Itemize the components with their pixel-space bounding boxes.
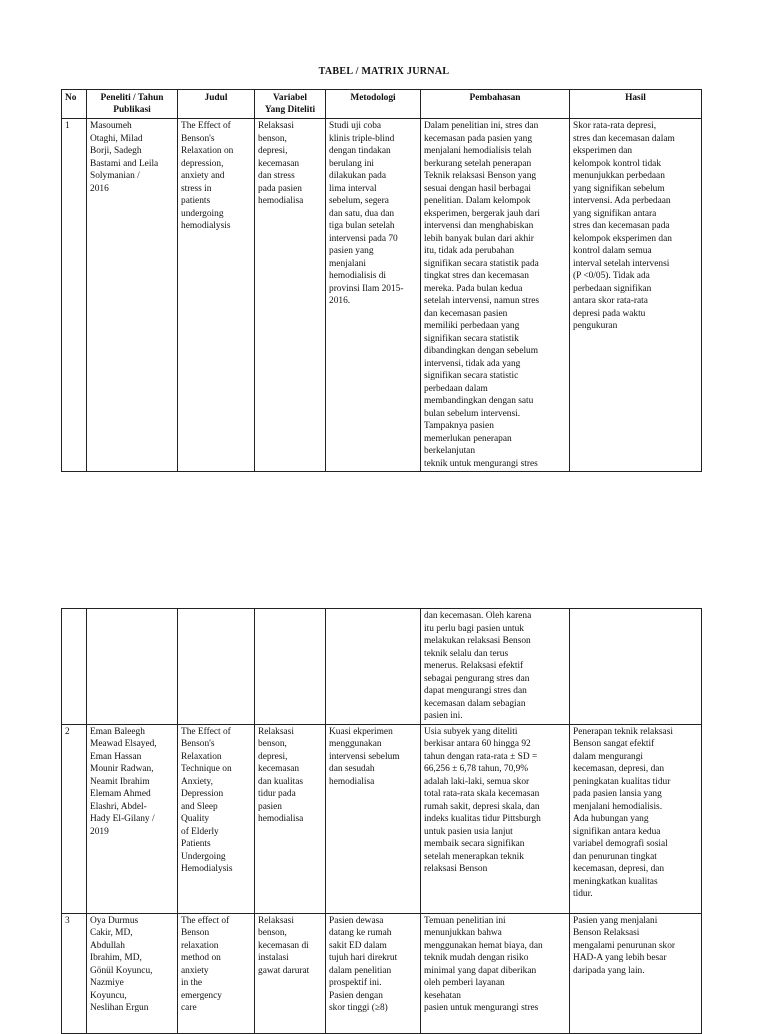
table-row: [62, 119, 702, 472]
table-row: [62, 724, 702, 913]
cell-judul: The Effect of Benson's Relaxation on depression, anxiety and stress in patients undergoing hemodialysis: [178, 119, 255, 472]
header-metodologi: Metodologi: [326, 90, 421, 119]
cell-pembahasan: Dalam penelitian ini, stres dan kecemasan pada pasien yang menjalani hemodialisis telah berkurang setelah penerapan Teknik relaksasi Benson yang sesuai dengan hasil berbagai penelitian. Dalam kelompok eksperimen, bergerak jauh dari intervensi dan menghabiskan lebih banyak bulan dari akhir itu, tidak ada perubahan signifikan secara statistik pada tingkat stres dan kecemasan mereka. Pada bulan kedua setelah intervensi, namun stres dan kecemasan pasien memiliki perbedaan yang signifikan secara statistik dibandingkan dengan sebelum intervensi, tidak ada yang signifikan secara statistic perbedaan dalam membandingkan dengan satu bulan sebelum intervensi. Tampaknya pasien memerlukan penerapan berkelanjutan teknik untuk mengurangi stres: [421, 119, 570, 472]
header-hasil: Hasil: [570, 90, 702, 119]
cell-metodologi: Kuasi ekperimen menggunakan intervensi sebelum dan sesudah hemodialisa: [326, 724, 421, 913]
document-title: TABEL / MATRIX JURNAL: [318, 66, 450, 77]
table-header-row: [62, 90, 702, 119]
cell-empty: [570, 609, 702, 725]
cell-variabel: Relaksasi benson, kecemasan di instalasi gawat darurat: [255, 913, 326, 1033]
cell-no: 2: [62, 724, 87, 913]
header-variabel: Variabel Yang Diteliti: [255, 90, 326, 119]
header-peneliti: Peneliti / Tahun Publikasi: [87, 90, 178, 119]
header-no: No: [62, 90, 87, 119]
cell-judul: The Effect of Benson's Relaxation Technique on Anxiety, Depression and Sleep Quality of Elderly Patients Undergoing Hemodialysis: [178, 724, 255, 913]
table-row-continued: [62, 609, 702, 725]
header-pembahasan: Pembahasan: [421, 90, 570, 119]
cell-empty: [87, 609, 178, 725]
cell-empty: [178, 609, 255, 725]
matrix-table-top: [61, 89, 702, 472]
cell-empty: [62, 609, 87, 725]
cell-metodologi: Pasien dewasa datang ke rumah sakit ED dalam tujuh hari direkrut dalam penelitian prospektif ini. Pasien dengan skor tinggi (≥8): [326, 913, 421, 1033]
cell-hasil: Pasien yang menjalani Benson Relaksasi mengalami penurunan skor HAD-A yang lebih besar daripada yang lain.: [570, 913, 702, 1033]
cell-no: 1: [62, 119, 87, 472]
cell-pembahasan-continued: dan kecemasan. Oleh karena itu perlu bagi pasien untuk melakukan relaksasi Benson teknik selalu dan terus menerus. Relaksasi efektif sebagai pengurang stres dan dapat mengurangi stres dan kecemasan dalam sebagian pasien ini.: [421, 609, 570, 725]
cell-empty: [326, 609, 421, 725]
matrix-table-continued: [61, 608, 702, 1034]
cell-hasil: Skor rata-rata depresi, stres dan kecemasan dalam eksperimen dan kelompok kontrol tidak menunjukkan perbedaan yang signifikan sebelum intervensi. Ada perbedaan yang signifikan antara stres dan kecemasan pada kelompok eksperimen dan kontrol dalam semua interval setelah intervensi (P <0/05). Tidak ada perbedaan signifikan antara skor rata-rata depresi pada waktu pengukuran: [570, 119, 702, 472]
cell-peneliti: Masoumeh Otaghi, Milad Borji, Sadegh Bastami and Leila Solymanian / 2016: [87, 119, 178, 472]
cell-variabel: Relaksasi benson, depresi, kecemasan dan stress pada pasien hemodialisa: [255, 119, 326, 472]
cell-hasil: Penerapan teknik relaksasi Benson sangat efektif dalam mengurangi kecemasan, depresi, dan peningkatan kualitas tidur pada pasien lansia yang menjalani hemodialisis. Ada hubungan yang signifikan antara kedua variabel demografi sosial dan penurunan tingkat kecemasan, depresi, dan meningkatkan kualitas tidur.: [570, 724, 702, 913]
cell-peneliti: Oya Durmus Cakir, MD, Abdullah Ibrahim, MD, Gönül Koyuncu, Nazmiye Koyuncu, Neslihan Ergun: [87, 913, 178, 1033]
cell-no: 3: [62, 913, 87, 1033]
table-row: [62, 913, 702, 1033]
header-judul: Judul: [178, 90, 255, 119]
cell-pembahasan: Usia subyek yang diteliti berkisar antara 60 hingga 92 tahun dengan rata-rata ± SD = 66,256 ± 6,78 tahun, 70,9% adalah laki-laki, semua skor total rata-rata skala kecemasan rumah sakit, depresi skala, dan indeks kualitas tidur Pittsburgh untuk pasien usia lanjut membaik secara signifikan setelah menerapkan teknik relaksasi Benson: [421, 724, 570, 913]
cell-judul: The effect of Benson relaxation method on anxiety in the emergency care: [178, 913, 255, 1033]
cell-empty: [255, 609, 326, 725]
cell-variabel: Relaksasi benson, depresi, kecemasan dan kualitas tidur pada pasien hemodialisa: [255, 724, 326, 913]
cell-pembahasan: Temuan penelitian ini menunjukkan bahwa menggunakan hemat biaya, dan teknik mudah dengan risiko minimal yang dapat diberikan oleh pemberi layanan kesehatan pasien untuk mengurangi stres: [421, 913, 570, 1033]
cell-peneliti: Eman Baleegh Meawad Elsayed, Eman Hassan Mounir Radwan, Neamit Ibrahim Elemam Ahmed Elashri, Abdel- Hady El-Gilany / 2019: [87, 724, 178, 913]
cell-metodologi: Studi uji coba klinis triple-blind dengan tindakan berulang ini dilakukan pada lima interval sebelum, segera dan satu, dua dan tiga bulan setelah intervensi pada 70 pasien yang menjalani hemodialisis di provinsi Ilam 2015- 2016.: [326, 119, 421, 472]
